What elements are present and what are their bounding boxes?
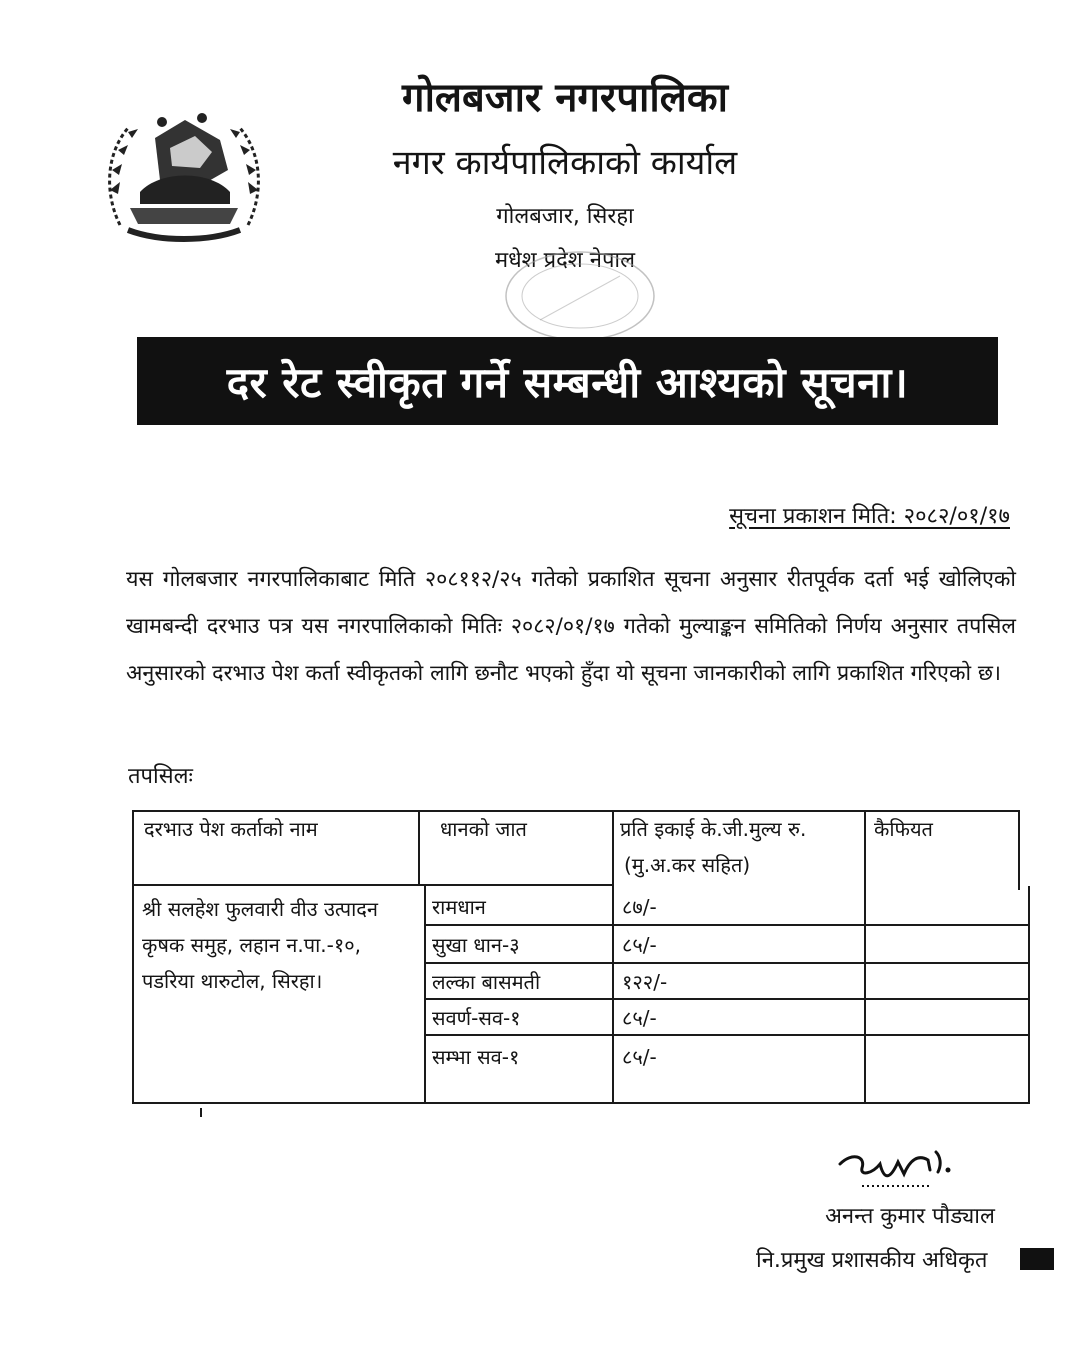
bidder-name-line-2: कृषक समुह, लहान न.पा.-१०,	[142, 933, 361, 957]
header-paddy-variety: धानको जात	[440, 817, 527, 841]
table-border-right	[1018, 810, 1020, 890]
nepal-emblem-logo	[100, 100, 268, 248]
table-col-divider-3	[864, 810, 866, 1104]
address-line-2: मधेश प्रदेश नेपाल	[494, 248, 636, 273]
price-cell: ८५/-	[622, 1006, 657, 1030]
table-border-bottom	[132, 1102, 1030, 1104]
ink-blot	[1020, 1248, 1054, 1270]
price-cell: ८५/-	[622, 933, 657, 957]
table-col-divider-2	[612, 810, 614, 1104]
notice-title-banner: दर रेट स्वीकृत गर्ने सम्बन्धी आश्यको सूचना।	[137, 337, 998, 425]
table-row-divider-1	[424, 924, 1030, 926]
table-header-divider	[132, 884, 614, 886]
details-label: तपसिलः	[128, 764, 193, 789]
table-row-divider-2	[424, 962, 1030, 964]
bidder-name-line-1: श्री सलहेश फुलवारी वीउ उत्पादन	[142, 897, 378, 921]
table-border-right-lower	[1028, 886, 1030, 1104]
header-bidder-name: दरभाउ पेश कर्ताको नाम	[144, 817, 318, 841]
table-border-left	[132, 810, 134, 1104]
header-unit-price-vat: (मु.अ.कर सहित)	[624, 853, 751, 877]
stray-mark	[200, 1108, 202, 1117]
table-col-divider-1	[418, 810, 420, 886]
office-name: नगर कार्यपालिकाको कार्याल	[392, 143, 738, 183]
price-cell: ८७/-	[622, 895, 657, 919]
table-col-divider-1-lower	[424, 886, 426, 1104]
handwritten-signature	[832, 1134, 962, 1194]
variety-cell: सवर्ण-सव-१	[432, 1006, 521, 1030]
bidder-name-line-3: पडरिया थारुटोल, सिरहा।	[142, 969, 323, 993]
publication-date: सूचना प्रकाशन मिति: २०८२/०१/१७	[729, 504, 1010, 529]
signer-name: अनन्त कुमार पौड्याल	[825, 1204, 995, 1229]
variety-cell: लल्का बासमती	[432, 970, 541, 994]
variety-cell: रामधान	[432, 895, 486, 919]
price-cell: ८५/-	[622, 1045, 657, 1069]
organization-name: गोलबजार नगरपालिका	[402, 75, 728, 121]
address-line-1: गोलबजार, सिरहा	[496, 204, 634, 229]
variety-cell: सम्भा सव-१	[432, 1045, 520, 1069]
signer-designation: नि.प्रमुख प्रशासकीय अधिकृत	[756, 1248, 988, 1273]
header-unit-price: प्रति इकाई के.जी.मुल्य रु.	[620, 817, 807, 841]
office-stamp	[500, 250, 660, 342]
variety-cell: सुखा धान-३	[432, 933, 520, 957]
header-remarks: कैफियत	[874, 817, 933, 841]
price-cell: १२२/-	[622, 970, 668, 994]
notice-body-paragraph: यस गोलबजार नगरपालिकाबाट मिति २०८११२/२५ गतेको प्रकाशित सूचना अनुसार रीतपूर्वक दर्ता भई खोलिएको खामबन्दी दरभाउ पत्र यस नगरपालिकाको मितिः २०८२/०१/१७ गतेको मुल्याङ्कन समितिको निर्णय अनुसार तपसिल अनुसारको दरभाउ पेश कर्ता स्वीकृतको लागि छनौट भएको हुँदा यो सूचना जानकारीको लागि प्रकाशित गरिएको छ।	[126, 567, 1016, 686]
